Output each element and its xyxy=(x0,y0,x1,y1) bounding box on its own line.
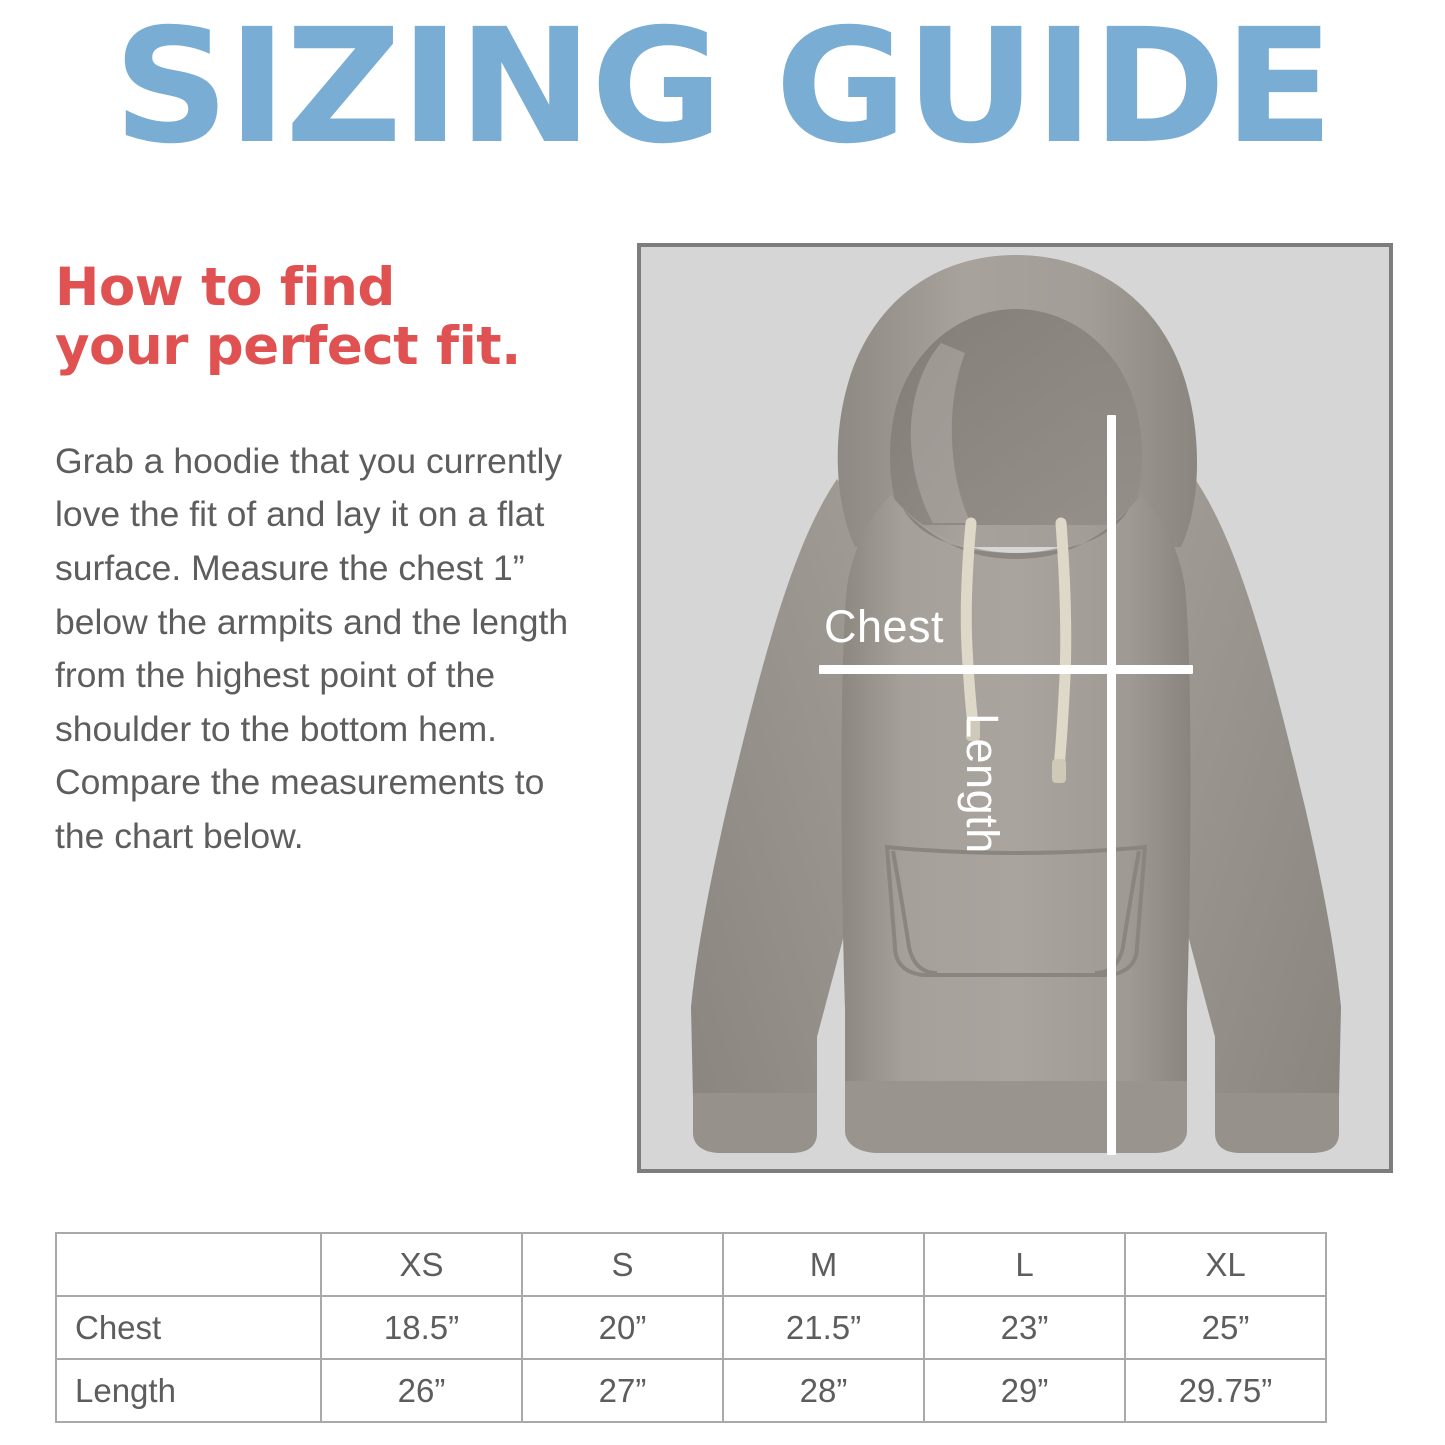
length-measure-line xyxy=(1107,415,1116,1155)
table-row xyxy=(56,1359,1326,1422)
chest-xl: 25” xyxy=(1125,1296,1326,1359)
instructions-heading xyxy=(55,258,595,377)
chest-measure-line xyxy=(819,665,1193,674)
table-col-l: L xyxy=(924,1233,1125,1296)
chest-xs: 18.5” xyxy=(321,1296,522,1359)
length-xs: 26” xyxy=(321,1359,522,1422)
page-title: SIZING GUIDE xyxy=(113,0,1332,179)
table-row xyxy=(56,1296,1326,1359)
chest-s: 20” xyxy=(522,1296,723,1359)
length-measure-label: Length xyxy=(957,713,1008,854)
table-col-m: M xyxy=(723,1233,924,1296)
table-header-row xyxy=(56,1233,1326,1296)
size-chart-table xyxy=(55,1232,1327,1423)
hoodie-hem xyxy=(845,1081,1187,1153)
hoodie-left-cuff xyxy=(693,1093,817,1153)
instructions-heading-line-2: your perfect fit. xyxy=(55,316,521,378)
row-label-length: Length xyxy=(56,1359,321,1422)
instructions-heading-line-1: How to find xyxy=(55,257,395,318)
hoodie-drawstring-right-tip xyxy=(1052,759,1066,783)
hoodie-svg xyxy=(641,247,1391,1171)
length-m: 28” xyxy=(723,1359,924,1422)
table-col-s: S xyxy=(522,1233,723,1296)
table-col-xs: XS xyxy=(321,1233,522,1296)
chest-l: 23” xyxy=(924,1296,1125,1359)
table-col-xl: XL xyxy=(1125,1233,1326,1296)
instructions-body: Grab a hoodie that you currently love the fit of and lay it on a flat surface. Measure the chest 1” below the armpits and the length from the highest point of the shoulder to the bottom hem. Compare the measurements to the chart below. xyxy=(55,440,569,856)
instructions-column xyxy=(55,258,595,863)
length-s: 27” xyxy=(522,1359,723,1422)
length-l: 29” xyxy=(924,1359,1125,1422)
hoodie-illustration xyxy=(641,247,1389,1169)
row-label-chest: Chest xyxy=(56,1296,321,1359)
hoodie-right-cuff xyxy=(1215,1093,1339,1153)
chest-m: 21.5” xyxy=(723,1296,924,1359)
hoodie-body xyxy=(842,495,1191,1131)
product-photo-frame xyxy=(637,243,1393,1173)
length-xl: 29.75” xyxy=(1125,1359,1326,1422)
table-corner-cell xyxy=(56,1233,321,1296)
chest-measure-label: Chest xyxy=(824,601,945,652)
